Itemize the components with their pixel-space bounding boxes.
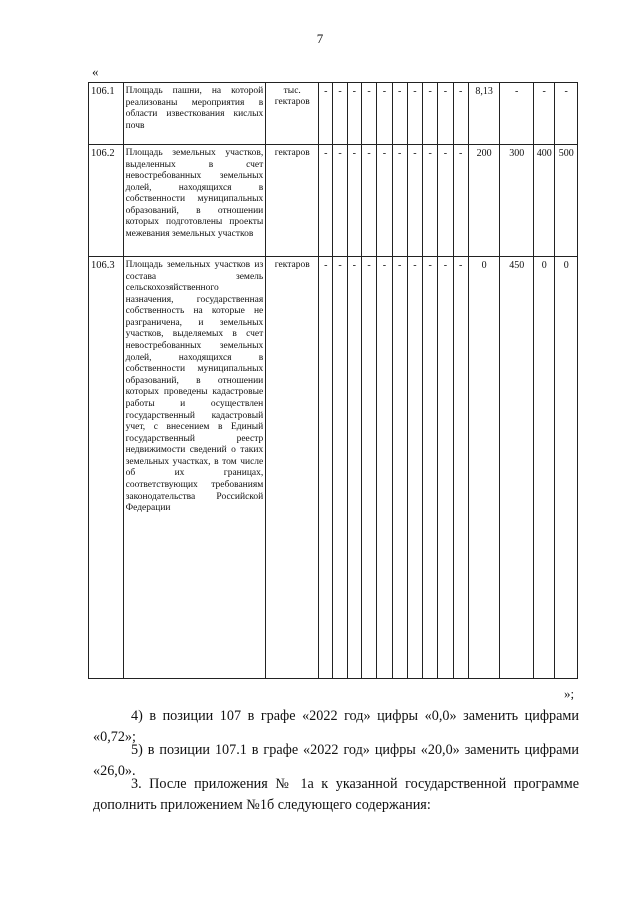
year-value-dash: - bbox=[377, 145, 392, 257]
year-value: 400 bbox=[534, 145, 555, 257]
indicator-name: Площадь земельных участков, выделенных в счет невостребованных земельных долей, находящихся в собственности муниципальных образований, в отношении которых подготовлены проекты межевания земельных участков bbox=[123, 145, 266, 257]
page-number: 7 bbox=[316, 31, 324, 46]
row-number: 106.1 bbox=[89, 83, 124, 145]
year-value-dash: - bbox=[347, 257, 361, 679]
table-row bbox=[89, 83, 578, 145]
indicator-name: Площадь земельных участков из состава земель сельскохозяйственного назначения, государственная собственность на которые не разграничена, и земельных участков, выделяемых в счет невостребованных земельных долей, находящихся в собственности муниципальных образований, в отношении которых проведены кадастровые работы и осуществлен государственный кадастровый учет, с внесением в Единый государственный реестр недвижимости сведений о таких земельных участках, в том числе об их границах, соответствующих требованиям законодательства Российской Федерации bbox=[123, 257, 266, 679]
year-value: 200 bbox=[468, 145, 500, 257]
year-value: 0 bbox=[468, 257, 500, 679]
paragraph-3: 3. После приложения № 1а к указанной государственной программе дополнить приложением №1б следующего содержания: bbox=[93, 776, 579, 813]
year-value-dash: - bbox=[392, 145, 407, 257]
year-value-dash: - bbox=[333, 83, 347, 145]
table-row bbox=[89, 257, 578, 679]
year-value-dash: - bbox=[407, 257, 422, 679]
unit-of-measure: гектаров bbox=[266, 145, 319, 257]
indicator-name: Площадь пашни, на которой реализованы мероприятия в области известкования кислых почв bbox=[123, 83, 266, 145]
row-number: 106.3 bbox=[89, 257, 124, 679]
year-value-dash: - bbox=[392, 83, 407, 145]
year-value-dash: - bbox=[377, 83, 392, 145]
year-value: 0 bbox=[555, 257, 578, 679]
year-value: 450 bbox=[500, 257, 534, 679]
indicators-table bbox=[88, 82, 578, 679]
year-value-dash: - bbox=[319, 257, 333, 679]
year-value-dash: - bbox=[361, 257, 376, 679]
year-value: - bbox=[500, 83, 534, 145]
unit-of-measure: гектаров bbox=[266, 257, 319, 679]
year-value-dash: - bbox=[438, 83, 453, 145]
year-value-dash: - bbox=[347, 83, 361, 145]
year-value-dash: - bbox=[453, 145, 468, 257]
paragraph-5: 5) в позиции 107.1 в графе «2022 год» цифры «20,0» заменить цифрами «26,0». bbox=[93, 742, 579, 779]
year-value: 8,13 bbox=[468, 83, 500, 145]
year-value-dash: - bbox=[319, 83, 333, 145]
year-value-dash: - bbox=[347, 145, 361, 257]
year-value-dash: - bbox=[453, 83, 468, 145]
year-value: - bbox=[555, 83, 578, 145]
year-value-dash: - bbox=[423, 257, 438, 679]
table-row bbox=[89, 145, 578, 257]
year-value-dash: - bbox=[333, 145, 347, 257]
year-value-dash: - bbox=[438, 145, 453, 257]
year-value: 300 bbox=[500, 145, 534, 257]
opening-quote: « bbox=[92, 64, 99, 79]
year-value-dash: - bbox=[438, 257, 453, 679]
year-value-dash: - bbox=[407, 83, 422, 145]
year-value: 0 bbox=[534, 257, 555, 679]
year-value-dash: - bbox=[423, 145, 438, 257]
year-value-dash: - bbox=[333, 257, 347, 679]
row-number: 106.2 bbox=[89, 145, 124, 257]
year-value-dash: - bbox=[377, 257, 392, 679]
year-value: - bbox=[534, 83, 555, 145]
year-value-dash: - bbox=[361, 145, 376, 257]
year-value-dash: - bbox=[453, 257, 468, 679]
year-value-dash: - bbox=[423, 83, 438, 145]
year-value-dash: - bbox=[407, 145, 422, 257]
paragraph-4: 4) в позиции 107 в графе «2022 год» цифры «0,0» заменить цифрами «0,72»; bbox=[93, 708, 579, 745]
year-value-dash: - bbox=[361, 83, 376, 145]
unit-of-measure: тыс. гектаров bbox=[266, 83, 319, 145]
year-value-dash: - bbox=[319, 145, 333, 257]
closing-quote: »; bbox=[564, 686, 575, 701]
year-value: 500 bbox=[555, 145, 578, 257]
year-value-dash: - bbox=[392, 257, 407, 679]
